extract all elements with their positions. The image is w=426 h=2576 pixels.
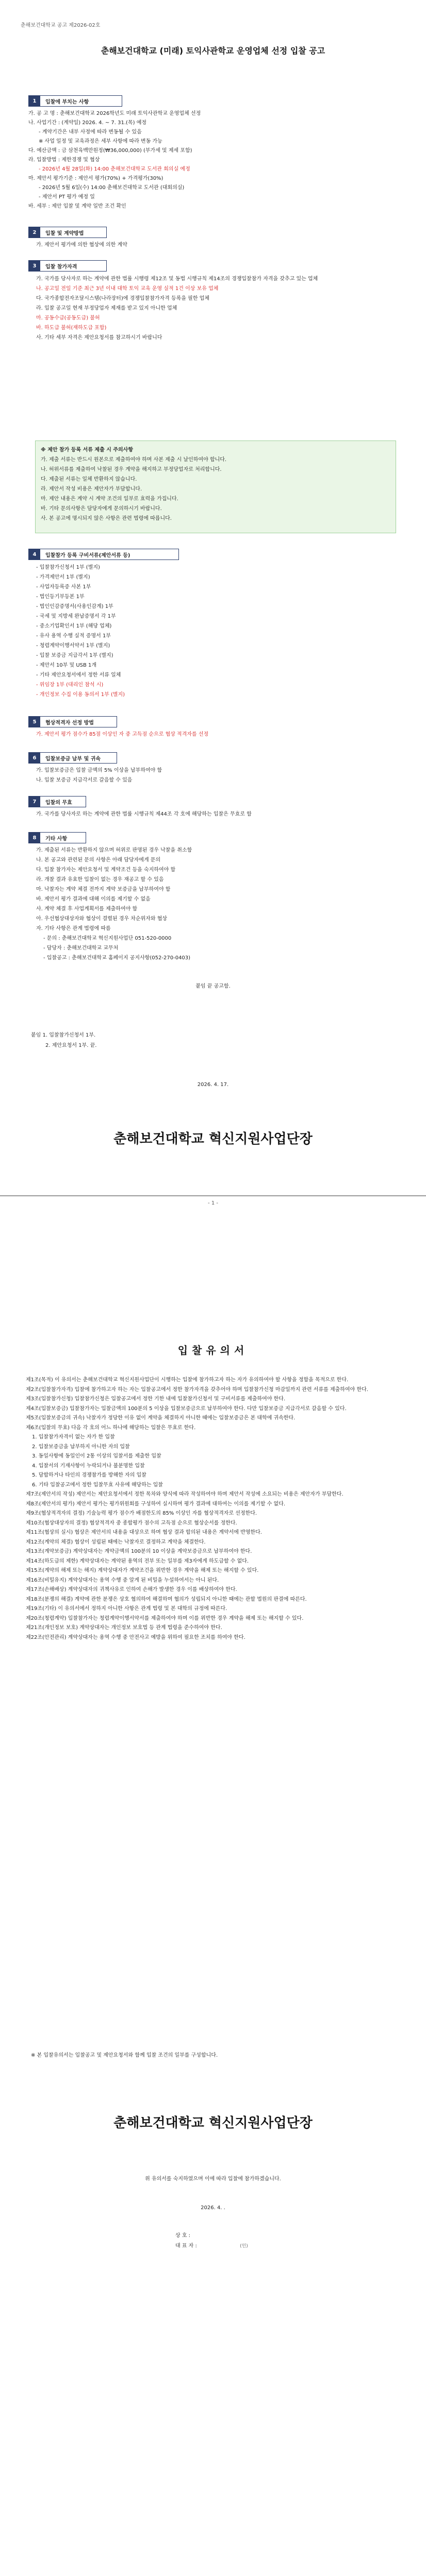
- clause-line: 제6조(입찰의 무효) 다음 각 호의 어느 하나에 해당하는 입찰은 무효로 한다.: [26, 1425, 196, 1431]
- clause-line: 제2조(입찰참가자격) 입찰에 참가하고자 하는 자는 입찰공고에서 정한 참가자격을 갖추어야 하며 입찰참가신청 마감일까지 관련 서류를 제출하여야 한다.: [26, 1386, 368, 1393]
- section-line: - 입찰 보증금 지급각서 1부 (별지): [36, 653, 113, 658]
- section-8-body: [36, 845, 397, 963]
- instructions-title: 입찰유의서: [177, 1344, 249, 1357]
- meta-line: - 제안서 PT 평가 예정 일: [39, 194, 95, 200]
- page-number: - 1 -: [208, 1200, 218, 1206]
- clause-line: 제15조(계약의 해제 또는 해지) 계약상대자가 계약조건을 위반한 경우 계약을 해제 또는 해지할 수 있다.: [26, 1568, 259, 1573]
- section-line: 마. 공동수급(공동도급) 불허: [36, 315, 100, 321]
- section-number: 8: [29, 833, 40, 843]
- clause-line: 제1조(목적) 이 유의서는 춘해보건대학교 혁신지원사업단이 시행하는 입찰에 참가하고자 하는 자가 유의하여야 할 사항을 정함을 목적으로 한다.: [26, 1377, 349, 1383]
- section-label: 입찰 참가자격: [45, 264, 77, 270]
- section-2-head: [28, 227, 107, 238]
- section-line: - 개인정보 수집 이용 동의서 1부 (별지): [36, 692, 125, 698]
- section-line: 다. 국가종합전자조달시스템(나라장터)에 경쟁입찰참가자격 등록을 필한 업체: [36, 296, 209, 301]
- section-6-body: [36, 766, 397, 785]
- clause-line: 제11조(협상의 실시) 협상은 제안서의 내용을 대상으로 하며 협상 결과 합의된 내용은 계약서에 반영한다.: [26, 1530, 262, 1535]
- clause-line: 제7조(제안서의 작성) 제안서는 제안요청서에서 정한 목차와 양식에 따라 작성하여야 하며 제안서 작성에 소요되는 비용은 제안자가 부담한다.: [26, 1492, 343, 1497]
- section-line: 나. 본 공고와 관련된 문의 사항은 아래 담당자에게 문의: [36, 857, 161, 863]
- section-number: 3: [29, 261, 40, 271]
- issuer-name: 춘해보건대학교 혁신지원사업단장: [113, 1131, 313, 1147]
- clause-line: 2. 입찰보증금을 납부하지 아니한 자의 입찰: [32, 1444, 130, 1450]
- section-line: - 입찰참가신청서 1부 (별지): [36, 565, 100, 570]
- notice-line: ※ 제안 참가 등록 서류 제출 시 주의사항: [41, 447, 133, 453]
- clause-line: 제18조(분쟁의 해결) 계약에 관한 분쟁은 상호 협의하여 해결하며 협의가 성립되지 아니한 때에는 관할 법원의 판결에 따른다.: [26, 1596, 307, 1602]
- issuer-name-2: 춘해보건대학교 혁신지원사업단장: [113, 2115, 313, 2131]
- section-label: 입찰보증금 납부 및 귀속: [45, 756, 101, 762]
- notice-line: 마. 제안 내용은 계약 시 계약 조건의 일부로 효력을 가집니다.: [41, 496, 178, 502]
- section-label: 입찰 및 계약방법: [45, 230, 84, 236]
- section-line: - 유사 용역 수행 실적 증명서 1부: [36, 633, 111, 639]
- section-line: 라. 개찰 결과 유효한 입찰이 없는 경우 재공고 할 수 있음: [36, 877, 164, 883]
- section-number: 6: [29, 753, 40, 763]
- clause-line: 제3조(입찰참가신청) 입찰참가신청은 입찰공고에서 정한 기한 내에 입찰참가신청서 및 구비서류를 제출하여야 한다.: [26, 1396, 286, 1402]
- section-5-head: [28, 716, 117, 727]
- section-line: - 문의 : 춘해보건대학교 혁신지원사업단 051-520-0000: [43, 936, 172, 941]
- notice-line: 다. 제출된 서류는 일체 반환하지 않습니다.: [41, 477, 137, 482]
- meta-line: - 계약기간은 내부 사정에 따라 변동될 수 있음: [39, 129, 142, 135]
- confirmation-date: 2026. 4. .: [201, 2205, 225, 2211]
- section-6-head: [28, 752, 117, 764]
- meta-line: 마. 제안서 평가기준 : 제안서 평가(70%) + 가격평가(30%): [28, 176, 163, 181]
- signature-label: 상 호 :: [175, 2233, 191, 2239]
- section-line: 자. 기타 사항은 관계 법령에 따름: [36, 926, 111, 931]
- notice-box: [35, 440, 396, 533]
- section-1-body: [28, 109, 398, 211]
- section-line: - 위임장 1부 (대리인 참석 시): [36, 682, 104, 688]
- section-line: - 청렴계약이행서약서 1부 (별지): [36, 643, 110, 649]
- section-line: 가. 국가를 당사자로 하는 계약에 관한 법률 시행령 제12조 및 동법 시행규칙 제14조의 경쟁입찰참가 자격을 갖추고 있는 업체: [36, 276, 318, 282]
- clause-line: 제14조(하도급의 제한) 계약상대자는 계약된 용역의 전부 또는 일부를 제3자에게 하도급할 수 없다.: [26, 1558, 249, 1564]
- section-line: 나. 공고일 전일 기준 최근 3년 이내 대학 토익 교육 운영 실적 1건 이상 보유 업체: [36, 286, 219, 292]
- section-label: 기타 사항: [45, 836, 68, 842]
- clause-line: 4. 입찰서의 기재사항이 누락되거나 불분명한 입찰: [32, 1463, 145, 1469]
- section-4-body: [36, 563, 397, 700]
- page-divider: [0, 1195, 426, 1196]
- clause-line: 제17조(손해배상) 계약상대자의 귀책사유로 인하여 손해가 발생한 경우 이를 배상하여야 한다.: [26, 1587, 237, 1592]
- section-line: 가. 제안서 평가에 의한 협상에 의한 계약: [36, 242, 127, 248]
- section-2-body: [36, 240, 397, 250]
- section-number: 4: [29, 549, 40, 560]
- section-label: 입찰의 무효: [45, 800, 72, 806]
- notice-line: 라. 제안서 작성 비용은 제안자가 부담합니다.: [41, 486, 142, 492]
- clause-line: 제8조(제안서의 평가) 제안서 평가는 평가위원회를 구성하여 실시하며 평가 결과에 대하여는 이의를 제기할 수 없다.: [26, 1501, 286, 1507]
- section-line: 다. 입찰 참가자는 제안요청서 및 계약조건 등을 숙지하여야 함: [36, 867, 176, 873]
- section-line: 사. 기타 세부 자격은 제안요청서를 참고하시기 바랍니다: [36, 335, 162, 341]
- section-line: 가. 입찰보증금은 입찰 금액의 5% 이상을 납부하여야 함: [36, 768, 162, 773]
- attachment-line: 붙임 1. 입찰참가신청서 1부.: [31, 1032, 96, 1038]
- seal-mark: (인): [240, 2244, 248, 2249]
- notice-line: 가. 제출 서류는 반드시 원본으로 제출하여야 하며 사본 제출 시 날인하여야 합니다.: [41, 457, 227, 463]
- signature-label: 대 표 자 :: [175, 2243, 197, 2249]
- meta-line: 다. 예산금액 : 금 삼천육백만원정(₩36,000,000) (부가세 및 제세 포함): [28, 148, 192, 154]
- section-line: - 법인인감증명서(사용인감계) 1부: [36, 604, 113, 609]
- section-line: - 가격제안서 1부 (별지): [36, 574, 90, 580]
- meta-line: 나. 사업기간 : (계약일) 2026. 4. ~ 7. 31.(목) 예정: [28, 120, 147, 126]
- confirmation-line: 위 유의서를 숙지하였으며 이에 따라 입찰에 참가하겠습니다.: [145, 2176, 281, 2182]
- section-1-head: [28, 95, 122, 107]
- section-8-head: [28, 832, 86, 843]
- doc-code: 춘해보건대학교 공고 제2026-02호: [21, 23, 101, 28]
- section-label: 입찰참가 등록 구비서류(제안서류 등): [45, 552, 130, 558]
- section-line: - 담당자 : 춘해보건대학교 교무처: [43, 945, 119, 951]
- section-number: 5: [29, 717, 40, 727]
- clause-line: 제20조(청렴계약) 입찰참가자는 청렴계약이행서약서를 제출하여야 하며 이를 위반한 경우 계약을 해제 또는 해지할 수 있다.: [26, 1615, 304, 1621]
- section-line: 바. 하도급 불허(재하도급 포함): [36, 325, 107, 331]
- section-4-head: [28, 549, 179, 560]
- section-line: 마. 낙찰자는 계약 체결 전까지 계약 보증금을 납부하여야 함: [36, 887, 171, 892]
- notice-date: 2026. 4. 17.: [197, 1082, 229, 1088]
- section-line: - 제안서 10부 및 USB 1개: [36, 663, 97, 668]
- section-line: 가. 국가를 당사자로 하는 계약에 관한 법률 시행규칙 제44조 각 호에 해당하는 입찰은 무효로 함: [36, 811, 252, 817]
- section-line: - 중소기업확인서 1부 (해당 업체): [36, 623, 112, 629]
- meta-line: - 2026년 4월 28일(화) 14:00 춘해보건대학교 도서관 회의실 예정: [39, 166, 190, 172]
- attachment-list: [31, 1030, 96, 1051]
- clause-line: 제10조(협상대상자의 결정) 협상적격자 중 종합평가 점수의 고득점 순으로 협상순서를 정한다.: [26, 1520, 237, 1526]
- instructions-body: [26, 1376, 400, 1642]
- section-7-head: [28, 796, 86, 807]
- clause-line: 5. 담합하거나 타인의 경쟁참가를 방해한 자의 입찰: [32, 1472, 146, 1478]
- instructions-note: ※ 본 입찰유의서는 입찰공고 및 제안요청서와 함께 입찰 조건의 일부를 구성합니다.: [31, 2053, 218, 2058]
- notice-line: 나. 허위서류를 제출하여 낙찰된 경우 계약을 해지하고 부정당업자로 처리합니다.: [41, 467, 222, 472]
- signature-company: [175, 2231, 248, 2241]
- clause-line: 제16조(비밀유지) 계약상대자는 용역 수행 중 알게 된 비밀을 누설하여서는 아니 된다.: [26, 1577, 219, 1583]
- section-line: 라. 입찰 공고일 현재 부정당업자 제재를 받고 있지 아니한 업체: [36, 306, 177, 311]
- clause-line: 제21조(개인정보 보호) 계약상대자는 개인정보 보호법 등 관계 법령을 준수하여야 한다.: [26, 1625, 222, 1631]
- clause-line: 제12조(계약의 체결) 협상이 성립된 때에는 낙찰자로 결정하고 계약을 체결한다.: [26, 1539, 206, 1545]
- clause-line: 제4조(입찰보증금) 입찰참가자는 입찰금액의 100분의 5 이상을 입찰보증금으로 납부하여야 한다. 다만 입찰보증금 지급각서로 갈음할 수 있다.: [26, 1405, 347, 1412]
- notice-line: 바. 기타 문의사항은 담당자에게 문의하시기 바랍니다.: [41, 506, 162, 512]
- closing-line: 붙임 끝 공고함.: [195, 984, 231, 989]
- section-line: 사. 계약 체결 후 사업계획서를 제출하여야 함: [36, 906, 138, 912]
- section-3-head: [28, 260, 107, 272]
- meta-line: - 2026년 5월 6일(수) 14:00 춘해보건대학교 도서관 (대회의실): [39, 185, 185, 191]
- section-number: 7: [29, 796, 40, 807]
- section-line: 나. 입찰 보증금 지급각서로 갈음할 수 있음: [36, 777, 133, 783]
- section-label: 입찰에 부치는 사항: [45, 99, 89, 105]
- clause-line: 제22조(안전관리) 계약상대자는 용역 수행 중 안전사고 예방을 위하여 필요한 조치를 하여야 한다.: [26, 1634, 245, 1640]
- section-line: - 기타 제안요청서에서 정한 서류 일체: [36, 672, 121, 678]
- clause-line: 6. 기타 입찰공고에서 정한 입찰무효 사유에 해당하는 입찰: [32, 1482, 163, 1488]
- section-line: - 입찰공고 : 춘해보건대학교 홈페이지 공지사항(052-270-0403): [43, 955, 191, 961]
- section-number: 1: [29, 96, 40, 106]
- section-3-body: [36, 274, 397, 343]
- clause-line: 제5조(입찰보증금의 귀속) 낙찰자가 정당한 이유 없이 계약을 체결하지 아니한 때에는 입찰보증금은 본 대학에 귀속한다.: [26, 1415, 296, 1421]
- meta-line: 가. 공 고 명 : 춘해보건대학교 2026학년도 미래 토익사관학교 운영업체 선정: [28, 111, 201, 116]
- clause-line: 제9조(협상적격자의 결정) 기술능력 평가 점수가 배점한도의 85% 이상인 자를 협상적격자로 선정한다.: [26, 1511, 257, 1516]
- section-line: 가. 제안서 평가 점수가 85점 이상인 자 중 고득점 순으로 협상 적격자를 선정: [36, 732, 209, 737]
- section-number: 2: [29, 227, 40, 238]
- doc-title: 춘해보건대학교 (미래) 토익사관학교 운영업체 선정 입찰 공고: [101, 46, 325, 56]
- section-label: 협상적격자 선정 방법: [45, 720, 94, 726]
- meta-line: 바. 세부 : 제안 입찰 및 계약 일반 조건 확인: [28, 204, 126, 209]
- section-line: 아. 우선협상대상자와 협상이 결렬된 경우 차순위자와 협상: [36, 916, 168, 922]
- section-line: - 법인등기부등본 1부: [36, 594, 85, 600]
- attachment-line: 2. 제안요청서 1부. 끝.: [45, 1043, 97, 1048]
- section-line: - 사업자등록증 사본 1부: [36, 584, 91, 590]
- clause-line: 제19조(기타) 이 유의서에서 정하지 아니한 사항은 관계 법령 및 본 대학의 규정에 따른다.: [26, 1606, 227, 1612]
- section-line: - 국세 및 지방세 완납증명서 각 1부: [36, 614, 116, 619]
- section-line: 바. 제안서 평가 결과에 대해 이의를 제기할 수 없음: [36, 896, 151, 902]
- signature-representative: [175, 2241, 248, 2251]
- clause-line: 3. 동일사항에 동일인이 2통 이상의 입찰서를 제출한 입찰: [32, 1453, 161, 1459]
- signature-block: [175, 2231, 248, 2251]
- meta-line: 라. 입찰방법 : 제한경쟁 및 협상: [28, 157, 100, 163]
- clause-line: 1. 입찰참가자격이 없는 자가 한 입찰: [32, 1434, 115, 1440]
- meta-line: ※ 사업 일정 및 교육과정은 세부 사항에 따라 변동 가능: [39, 139, 162, 144]
- section-5-body: [36, 730, 397, 739]
- section-line: 가. 제출된 서류는 반환하지 않으며 허위로 판명된 경우 낙찰을 취소함: [36, 848, 192, 853]
- clause-line: 제13조(계약보증금) 계약상대자는 계약금액의 100분의 10 이상을 계약보증금으로 납부하여야 한다.: [26, 1549, 252, 1554]
- section-7-body: [36, 809, 397, 819]
- notice-line: 사. 본 공고에 명시되지 않은 사항은 관련 법령에 따릅니다.: [41, 516, 172, 521]
